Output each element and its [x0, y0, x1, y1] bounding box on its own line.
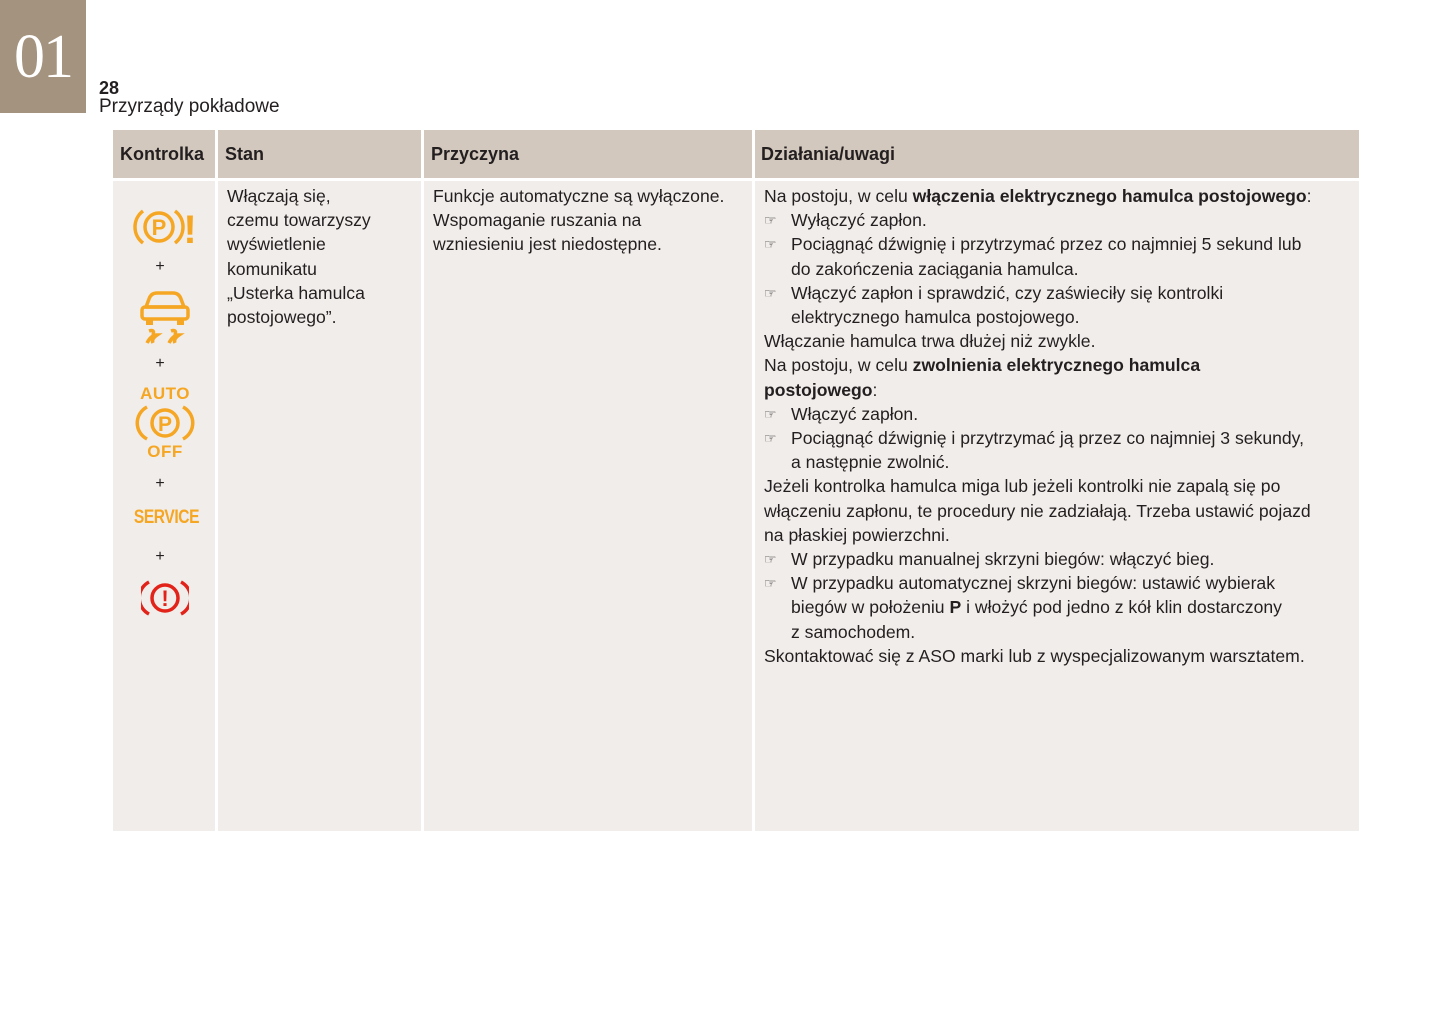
warning-lights-table — [113, 130, 1359, 831]
pointing-hand-icon: ☞ — [764, 284, 777, 301]
paragraph: Jeżeli kontrolka hamulca miga lub jeżeli kontrolki nie zapalą się po — [764, 476, 1281, 497]
bullet-item: ☞ Pociągnąć dźwignię i przytrzymać przez co najmniej 5 sekund lub do zakończenia zaciągania hamulca. — [764, 234, 1302, 279]
service-icon: SERVICE — [133, 507, 200, 528]
parking-brake-letter: P — [151, 215, 167, 240]
warning-icons — [113, 181, 215, 831]
bullet-item: ☞ Pociągnąć dźwignię i przytrzymać ją przez co najmniej 3 sekundy, a następnie zwolnić. — [764, 428, 1305, 473]
plus-sign: + — [155, 475, 165, 492]
header-dzialania: Działania/uwagi — [755, 130, 1359, 178]
hill-start-assist-icon — [139, 291, 191, 347]
pointing-hand-icon: ☞ — [764, 212, 777, 229]
auto-label: AUTO — [140, 384, 190, 403]
pointing-hand-icon: ☞ — [764, 575, 777, 592]
paragraph: Włączanie hamulca trwa dłużej niż zwykle. — [764, 331, 1096, 352]
stan-line: „Usterka hamulca — [227, 282, 365, 303]
chapter-tab — [0, 0, 86, 113]
chapter-number: 01 — [14, 22, 72, 91]
paragraph: na płaskiej powierzchni. — [764, 524, 950, 545]
przyczyna-line: wzniesieniu jest niedostępne. — [433, 234, 662, 255]
header-stan: Stan — [218, 130, 421, 178]
bullet-item: ☞ Włączyć zapłon i sprawdzić, czy zaświeciły się kontrolki elektrycznego hamulca postojowego. — [764, 282, 1224, 328]
bullet-item: ☞ W przypadku manualnej skrzyni biegów: włączyć bieg. — [764, 547, 1351, 571]
stan-line: Włączają się, — [227, 186, 331, 206]
parking-brake-exclamation: ! — [183, 208, 197, 249]
bullet-item: ☞ Włączyć zapłon. — [764, 402, 1351, 426]
column-dzialania — [755, 130, 1359, 831]
page-title: Przyrządy pokładowe — [99, 96, 280, 117]
off-label: OFF — [147, 442, 183, 461]
stan-line: komunikatu — [227, 258, 317, 279]
brake-warning-icon — [141, 578, 189, 618]
przyczyna-line: Wspomaganie ruszania na — [433, 210, 642, 231]
paragraph: Na postoju, w celu włączenia elektrycznego hamulca postojowego: — [764, 186, 1312, 206]
brake-warning-exclamation: ! — [161, 586, 169, 611]
cell-przyczyna — [424, 181, 752, 831]
auto-parking-circle-icon — [133, 403, 197, 443]
paragraph: włączeniu zapłonu, te procedury nie zadziałają. Trzeba ustawić pojazd — [764, 500, 1311, 521]
auto-parking-letter: P — [157, 413, 173, 436]
cell-stan — [218, 181, 421, 831]
cell-dzialania — [755, 181, 1359, 831]
parking-brake-fault-icon — [133, 205, 199, 249]
header-kontrolka: Kontrolka — [113, 130, 215, 178]
pointing-hand-icon: ☞ — [764, 551, 777, 568]
pointing-hand-icon: ☞ — [764, 430, 777, 447]
column-stan — [218, 130, 421, 831]
paragraph: postojowego: — [764, 379, 878, 400]
paragraph: Na postoju, w celu zwolnienia elektrycznego hamulca — [764, 355, 1201, 376]
column-kontrolka — [113, 130, 215, 831]
bullet-item: ☞ Wyłączyć zapłon. — [764, 208, 1351, 232]
plus-sign: + — [155, 355, 165, 372]
page-number: 28 — [99, 78, 120, 98]
stan-line: czemu towarzyszy — [227, 210, 371, 231]
przyczyna-line: Funkcje automatyczne są wyłączone. — [433, 186, 725, 206]
stan-line: postojowego”. — [227, 307, 337, 328]
stan-line: wyświetlenie — [227, 234, 326, 255]
plus-sign: + — [155, 258, 165, 275]
paragraph: Skontaktować się z ASO marki lub z wyspecjalizowanym warsztatem. — [764, 645, 1305, 666]
auto-parking-off-icon — [133, 385, 197, 461]
plus-sign: + — [155, 548, 165, 565]
pointing-hand-icon: ☞ — [764, 236, 777, 253]
column-przyczyna — [424, 130, 752, 831]
header-przyczyna: Przyczyna — [424, 130, 752, 178]
bullet-item: ☞ W przypadku automatycznej skrzyni biegów: ustawić wybierak biegów w położeniu P i włożyć pod jedno z kół klin dostarczony z samochodem. — [764, 573, 1282, 642]
pointing-hand-icon: ☞ — [764, 405, 777, 422]
